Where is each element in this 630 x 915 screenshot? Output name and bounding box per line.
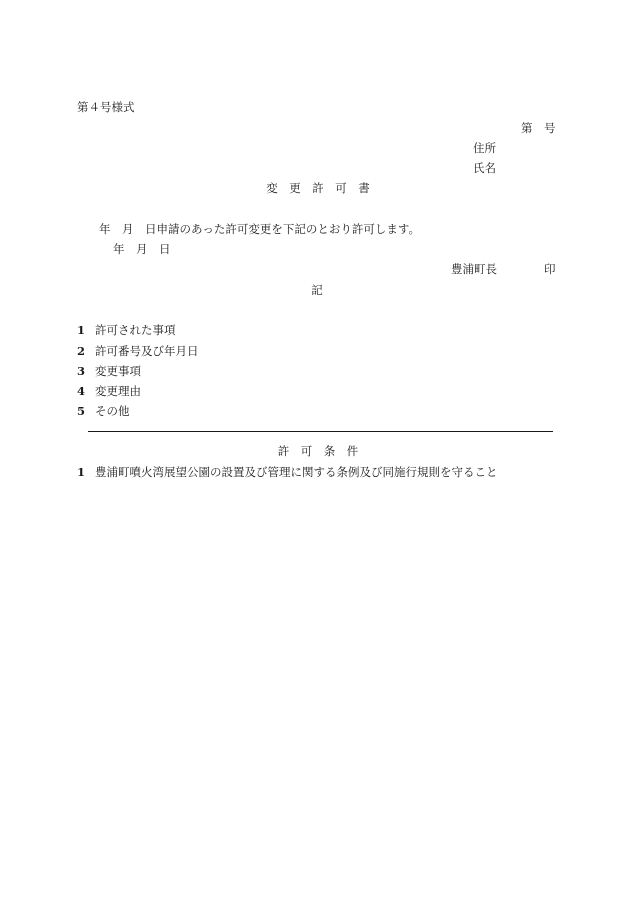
item-number: 4 — [77, 384, 86, 398]
list-item — [77, 325, 176, 337]
ki-heading: 記 — [311, 283, 323, 297]
document-title: 変 更 許 可 書 — [266, 181, 370, 195]
item-number: 5 — [77, 404, 86, 418]
item-label: 変更理由 — [95, 384, 141, 398]
condition-item — [77, 467, 498, 479]
name-label: 氏名 — [473, 161, 496, 175]
form-number: 第４号様式 — [77, 100, 135, 114]
issue-date: 年 月 日 — [113, 242, 171, 256]
item-label: 許可番号及び年月日 — [95, 344, 199, 358]
list-item — [77, 406, 130, 418]
item-number: 2 — [77, 344, 86, 358]
address-label: 住所 — [473, 141, 496, 155]
condition-number: 1 — [77, 465, 86, 479]
section-divider — [88, 431, 553, 432]
item-label: その他 — [95, 404, 130, 418]
list-item — [77, 386, 141, 398]
item-label: 許可された事項 — [95, 323, 176, 337]
item-number: 1 — [77, 323, 86, 337]
item-label: 変更事項 — [95, 364, 141, 378]
list-item — [77, 346, 199, 358]
body-text: 年 月 日申請のあった許可変更を下記のとおり許可します。 — [99, 222, 420, 236]
seal-mark: 印 — [544, 262, 556, 276]
document-number-field: 第 号 — [521, 121, 556, 135]
conditions-title: 許 可 条 件 — [277, 444, 359, 458]
list-item — [77, 366, 141, 378]
item-number: 3 — [77, 364, 86, 378]
condition-text: 豊浦町噴火湾展望公園の設置及び管理に関する条例及び同施行規則を守ること — [95, 465, 498, 479]
signer-title: 豊浦町長 — [451, 262, 497, 276]
